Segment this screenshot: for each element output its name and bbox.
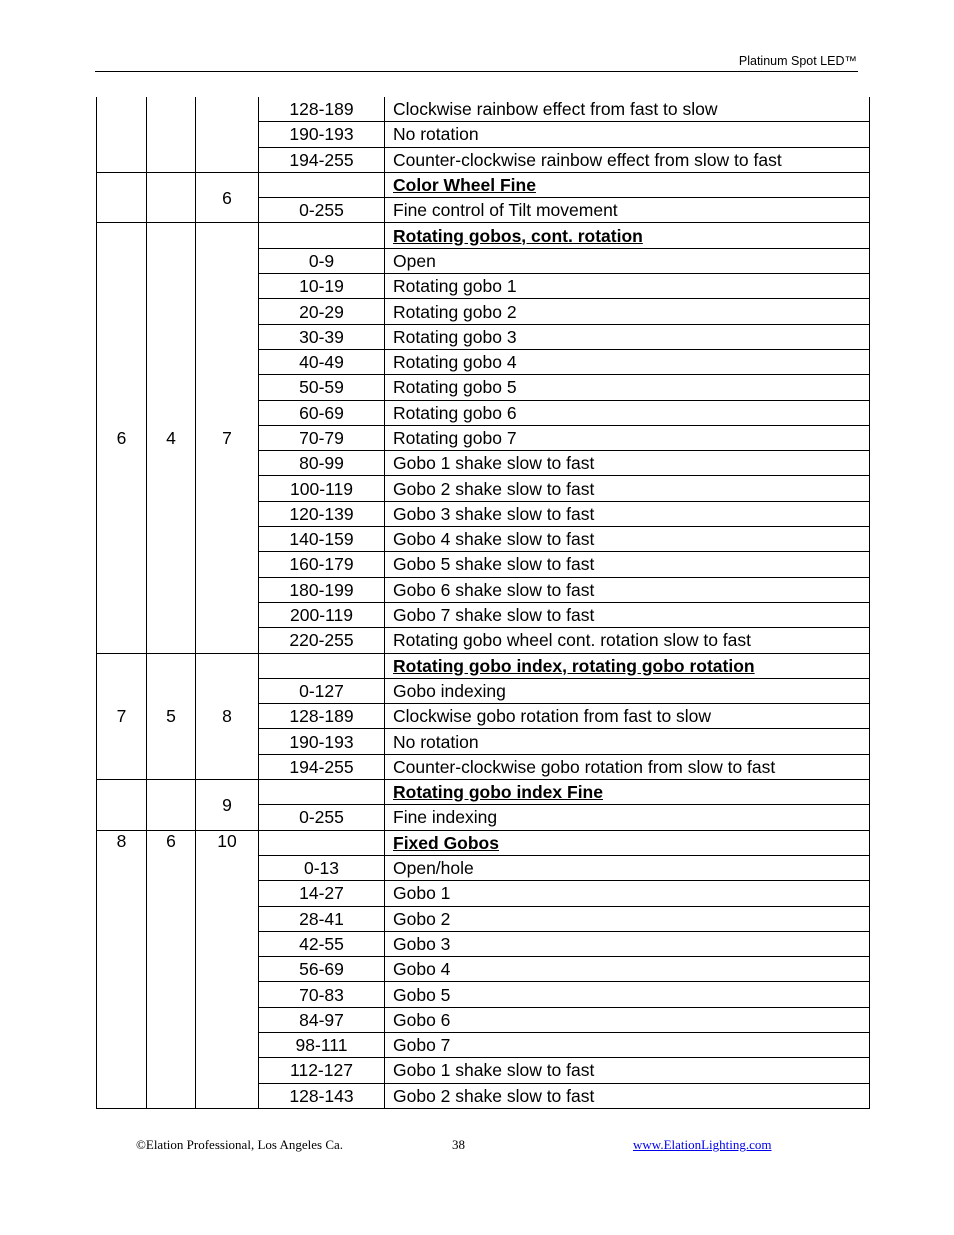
- function-cell: [385, 501, 870, 526]
- dmx-table-body: [97, 97, 870, 1108]
- value-range-cell: 0-255: [259, 198, 385, 223]
- value-range-cell: 100-119: [259, 476, 385, 501]
- value-range-cell: 28-41: [259, 906, 385, 931]
- function-cell: [385, 906, 870, 931]
- function-cell: [385, 147, 870, 172]
- value-range-cell: 0-13: [259, 855, 385, 880]
- value-range-cell: 0-127: [259, 678, 385, 703]
- function-cell: [385, 704, 870, 729]
- channel-cell-a: [97, 780, 147, 831]
- value-range-cell: 120-139: [259, 501, 385, 526]
- footer-website-link[interactable]: www.ElationLighting.com: [633, 1137, 772, 1152]
- channel-cell-a: [97, 97, 147, 172]
- function-text: Gobo 6: [393, 1009, 451, 1030]
- function-text: Clockwise rainbow effect from fast to slow: [393, 99, 718, 120]
- function-cell: [385, 527, 870, 552]
- value-range-cell: 112-127: [259, 1058, 385, 1083]
- header-divider: [95, 71, 858, 72]
- table-row: [97, 172, 870, 197]
- function-cell: [385, 248, 870, 273]
- function-text: Rotating gobo 3: [393, 326, 517, 347]
- value-range-cell: 194-255: [259, 147, 385, 172]
- function-text: Fine indexing: [393, 807, 498, 828]
- function-cell: [385, 97, 870, 122]
- value-range-cell: 200-119: [259, 602, 385, 627]
- channel-cell-b: 6: [147, 830, 196, 1108]
- value-range-cell: 56-69: [259, 957, 385, 982]
- function-text: No rotation: [393, 731, 479, 752]
- channel-cell-c: 10: [196, 830, 259, 1108]
- function-heading-text: Rotating gobo index, rotating gobo rotation: [393, 655, 755, 676]
- function-text: Gobo 3: [393, 933, 451, 954]
- table-row: [97, 780, 870, 805]
- function-cell: [385, 931, 870, 956]
- function-cell: [385, 349, 870, 374]
- channel-cell-a: 8: [97, 830, 147, 1108]
- function-text: Gobo 4: [393, 959, 451, 980]
- function-cell: [385, 451, 870, 476]
- channel-cell-c: 6: [196, 172, 259, 223]
- value-range-cell: [259, 780, 385, 805]
- function-heading-cell: [385, 780, 870, 805]
- value-range-cell: 50-59: [259, 375, 385, 400]
- value-range-cell: 0-255: [259, 805, 385, 830]
- function-cell: [385, 628, 870, 653]
- value-range-cell: 70-79: [259, 425, 385, 450]
- function-text: Gobo 5: [393, 984, 451, 1005]
- function-text: Gobo 2 shake slow to fast: [393, 1085, 595, 1106]
- function-cell: [385, 552, 870, 577]
- value-range-cell: 30-39: [259, 324, 385, 349]
- function-cell: [385, 805, 870, 830]
- channel-cell-b: [147, 780, 196, 831]
- footer-copyright: ©Elation Professional, Los Angeles Ca.: [136, 1137, 344, 1152]
- function-cell: [385, 982, 870, 1007]
- function-heading-text: Rotating gobos, cont. rotation: [393, 225, 643, 246]
- function-text: Rotating gobo 2: [393, 301, 517, 322]
- function-cell: [385, 678, 870, 703]
- function-cell: [385, 1083, 870, 1108]
- function-text: Gobo 4 shake slow to fast: [393, 529, 595, 550]
- function-cell: [385, 400, 870, 425]
- function-heading-text: Rotating gobo index Fine: [393, 782, 603, 803]
- footer-page-number: 38: [452, 1137, 465, 1152]
- function-cell: [385, 299, 870, 324]
- function-text: Rotating gobo 4: [393, 352, 517, 373]
- function-text: Gobo 1: [393, 883, 451, 904]
- value-range-cell: 70-83: [259, 982, 385, 1007]
- value-range-cell: 60-69: [259, 400, 385, 425]
- value-range-cell: 190-193: [259, 729, 385, 754]
- value-range-cell: 14-27: [259, 881, 385, 906]
- value-range-cell: 128-189: [259, 704, 385, 729]
- function-cell: [385, 375, 870, 400]
- value-range-cell: 40-49: [259, 349, 385, 374]
- channel-cell-a: 6: [97, 223, 147, 653]
- function-text: Rotating gobo 1: [393, 276, 517, 297]
- function-heading-text: Color Wheel Fine: [393, 175, 536, 196]
- channel-cell-a: 7: [97, 653, 147, 779]
- function-text: Gobo 3 shake slow to fast: [393, 503, 595, 524]
- function-text: Gobo 1 shake slow to fast: [393, 453, 595, 474]
- function-text: Gobo 5 shake slow to fast: [393, 554, 595, 575]
- dmx-channel-table: [96, 97, 870, 1109]
- function-text: Rotating gobo 7: [393, 428, 517, 448]
- value-range-cell: [259, 653, 385, 678]
- channel-cell-a: [97, 172, 147, 223]
- table-row: [97, 223, 870, 248]
- value-range-cell: 98-111: [259, 1032, 385, 1057]
- function-cell: [385, 476, 870, 501]
- function-text: Open/hole: [393, 858, 474, 879]
- value-range-cell: [259, 223, 385, 248]
- channel-cell-b: [147, 172, 196, 223]
- function-text: Gobo 6 shake slow to fast: [393, 579, 595, 600]
- function-cell: [385, 1007, 870, 1032]
- function-cell: [385, 855, 870, 880]
- channel-cell-c: 7: [196, 223, 259, 653]
- channel-cell-c: 8: [196, 653, 259, 779]
- value-range-cell: 128-143: [259, 1083, 385, 1108]
- function-cell: [385, 122, 870, 147]
- function-cell: [385, 425, 870, 450]
- value-range-cell: [259, 830, 385, 855]
- function-text: Gobo 1 shake slow to fast: [393, 1060, 595, 1081]
- channel-cell-c: 9: [196, 780, 259, 831]
- function-text: Gobo 2 shake slow to fast: [393, 478, 595, 499]
- value-range-cell: 180-199: [259, 577, 385, 602]
- table-row: [97, 830, 870, 855]
- channel-cell-c: [196, 97, 259, 172]
- function-cell: [385, 274, 870, 299]
- channel-cell-b: [147, 97, 196, 172]
- value-range-cell: 190-193: [259, 122, 385, 147]
- value-range-cell: 140-159: [259, 527, 385, 552]
- function-cell: [385, 602, 870, 627]
- function-text: Open: [393, 250, 436, 271]
- function-heading-text: Fixed Gobos: [393, 832, 499, 853]
- function-text: No rotation: [393, 124, 479, 145]
- function-text: Gobo indexing: [393, 680, 506, 701]
- function-cell: [385, 577, 870, 602]
- value-range-cell: 194-255: [259, 754, 385, 779]
- function-cell: [385, 754, 870, 779]
- function-cell: [385, 957, 870, 982]
- value-range-cell: 128-189: [259, 97, 385, 122]
- function-text: Gobo 7: [393, 1035, 451, 1056]
- function-text: Rotating gobo wheel cont. rotation slow to fast: [393, 630, 751, 651]
- value-range-cell: [259, 172, 385, 197]
- function-cell: [385, 1032, 870, 1057]
- function-text: Counter-clockwise gobo rotation from slow to fast: [393, 756, 776, 777]
- function-heading-cell: [385, 223, 870, 248]
- value-range-cell: 220-255: [259, 628, 385, 653]
- function-cell: [385, 324, 870, 349]
- value-range-cell: 84-97: [259, 1007, 385, 1032]
- value-range-cell: 0-9: [259, 248, 385, 273]
- channel-cell-b: 4: [147, 223, 196, 653]
- value-range-cell: 160-179: [259, 552, 385, 577]
- table-row: [97, 97, 870, 122]
- function-text: Clockwise gobo rotation from fast to slow: [393, 706, 712, 727]
- function-text: Fine control of Tilt movement: [393, 200, 618, 221]
- function-cell: [385, 881, 870, 906]
- function-cell: [385, 729, 870, 754]
- table-row: [97, 653, 870, 678]
- channel-cell-b: 5: [147, 653, 196, 779]
- function-text: Gobo 7 shake slow to fast: [393, 605, 595, 626]
- function-text: Rotating gobo 5: [393, 377, 517, 398]
- page-header-title: Platinum Spot LED™: [738, 54, 857, 68]
- function-text: Rotating gobo 6: [393, 402, 517, 423]
- value-range-cell: 80-99: [259, 451, 385, 476]
- value-range-cell: 42-55: [259, 931, 385, 956]
- function-heading-cell: [385, 172, 870, 197]
- function-cell: [385, 198, 870, 223]
- function-text: Counter-clockwise rainbow effect from slow to fast: [393, 149, 782, 170]
- function-cell: [385, 1058, 870, 1083]
- value-range-cell: 20-29: [259, 299, 385, 324]
- function-heading-cell: [385, 653, 870, 678]
- value-range-cell: 10-19: [259, 274, 385, 299]
- function-heading-cell: [385, 830, 870, 855]
- function-text: Gobo 2: [393, 908, 451, 929]
